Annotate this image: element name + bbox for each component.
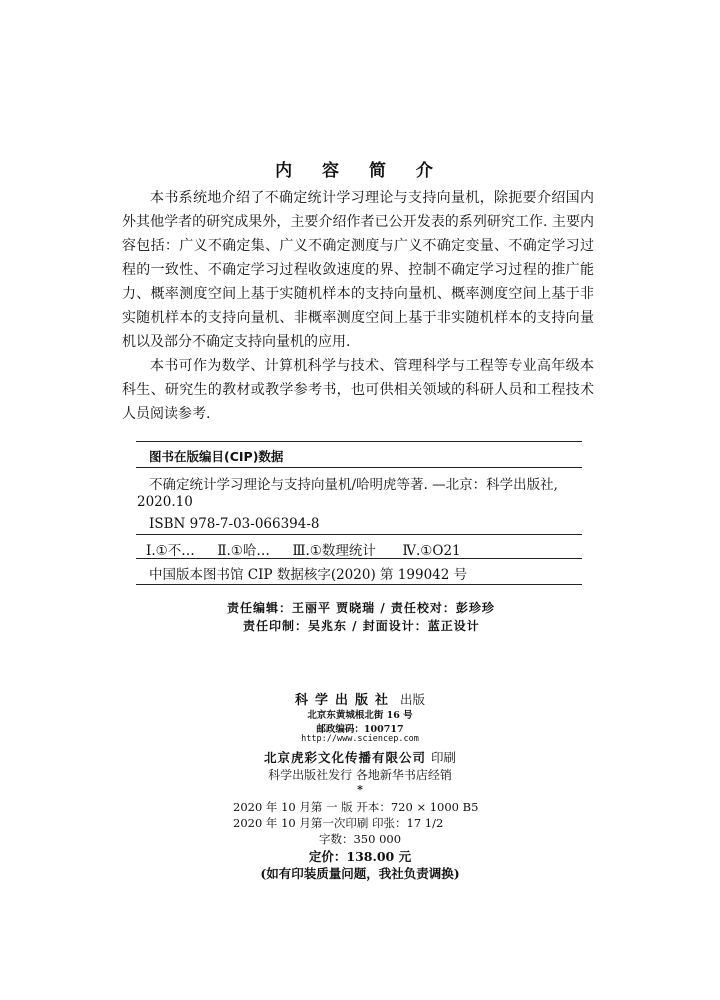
summary-paragraph: 本书系统地介绍了不确定统计学习理论与支持向量机，除扼要介绍国内外其他学者的研究成果外，主要介绍作者已公开发表的系列研究工作. 主要内容包括：广义不确定集、广义不确定测度与广义不确定变量、不确定学习过程的一致性、不确定学习过程收敛速度的界、控制不确定学习过程的推广能力、概率测度空间上基于实随机样本的支持向量机、概率测度空间上基于非实随机样本的支持向量机、非概率测度空间上基于非实随机样本的支持向量机以及部分不确定支持向量机的应用.	[122, 190, 594, 350]
printer-line	[0, 747, 720, 766]
cip-class-1: Ⅰ.①不…	[146, 543, 195, 559]
publisher-postcode: 邮政编码：100717	[316, 724, 404, 735]
cip-class-4: Ⅳ.①O21	[402, 543, 461, 559]
cip-rule	[136, 558, 582, 559]
quality-notice: (如有印装质量问题，我社负责调换)	[260, 866, 460, 881]
summary-body	[122, 186, 594, 426]
cip-number: 中国版本图书馆 CIP 数据核字(2020) 第 199042 号	[149, 567, 468, 583]
word-count: 字数：350 000	[318, 832, 402, 846]
edition-line: 2020 年 10 月第 一 版 开本：720 × 1000 B5	[233, 800, 479, 814]
cip-record-line2: 2020.10	[137, 494, 193, 510]
cip-bottom-rule	[136, 584, 582, 585]
staff-production: 责任印制：吴兆东 / 封面设计：蓝正设计	[243, 619, 480, 633]
cip-heading-rule	[136, 467, 582, 468]
price: 定价：138.00 元	[308, 849, 412, 864]
cip-record-line1: 不确定统计学习理论与支持向量机/哈明虎等著. —北京：科学出版社,	[149, 477, 558, 493]
printer-name: 北京虎彩文化传播有限公司	[263, 750, 426, 765]
cip-isbn: ISBN 978-7-03-066394-8	[149, 516, 320, 532]
publisher-name: 科学出版社	[294, 693, 395, 708]
publisher-role: 出版	[400, 692, 426, 707]
summary-paragraph: 本书可作为数学、计算机科学与技术、管理科学与工程等专业高年级本科生、研究生的教材或教学参考书，也可供相关领域的科研人员和工程技术人员阅读参考.	[122, 358, 594, 422]
staff-editors: 责任编辑：王丽平 贾晓瑞 / 责任校对：彭珍珍	[227, 601, 495, 615]
publisher-line	[0, 689, 720, 708]
cip-heading: 图书在版编目(CIP)数据	[149, 449, 284, 464]
cip-class-2: Ⅱ.①哈…	[217, 543, 270, 559]
printer-role: 印刷	[431, 750, 457, 765]
publisher-website: http://www.sciencep.com	[301, 734, 419, 744]
cip-rule	[136, 534, 582, 535]
cip-classification	[146, 539, 586, 559]
distribution-info: 科学出版社发行 各地新华书店经销	[268, 768, 452, 782]
cip-top-rule	[136, 441, 582, 442]
cip-class-3: Ⅲ.①数理统计	[292, 543, 376, 559]
page-title: 内 容 简 介	[275, 161, 445, 181]
printing-line: 2020 年 10 月第一次印刷 印张：17 1/2	[233, 816, 444, 830]
publisher-address: 北京东黄城根北街 16 号	[307, 710, 413, 721]
separator-asterisk: *	[357, 783, 363, 796]
